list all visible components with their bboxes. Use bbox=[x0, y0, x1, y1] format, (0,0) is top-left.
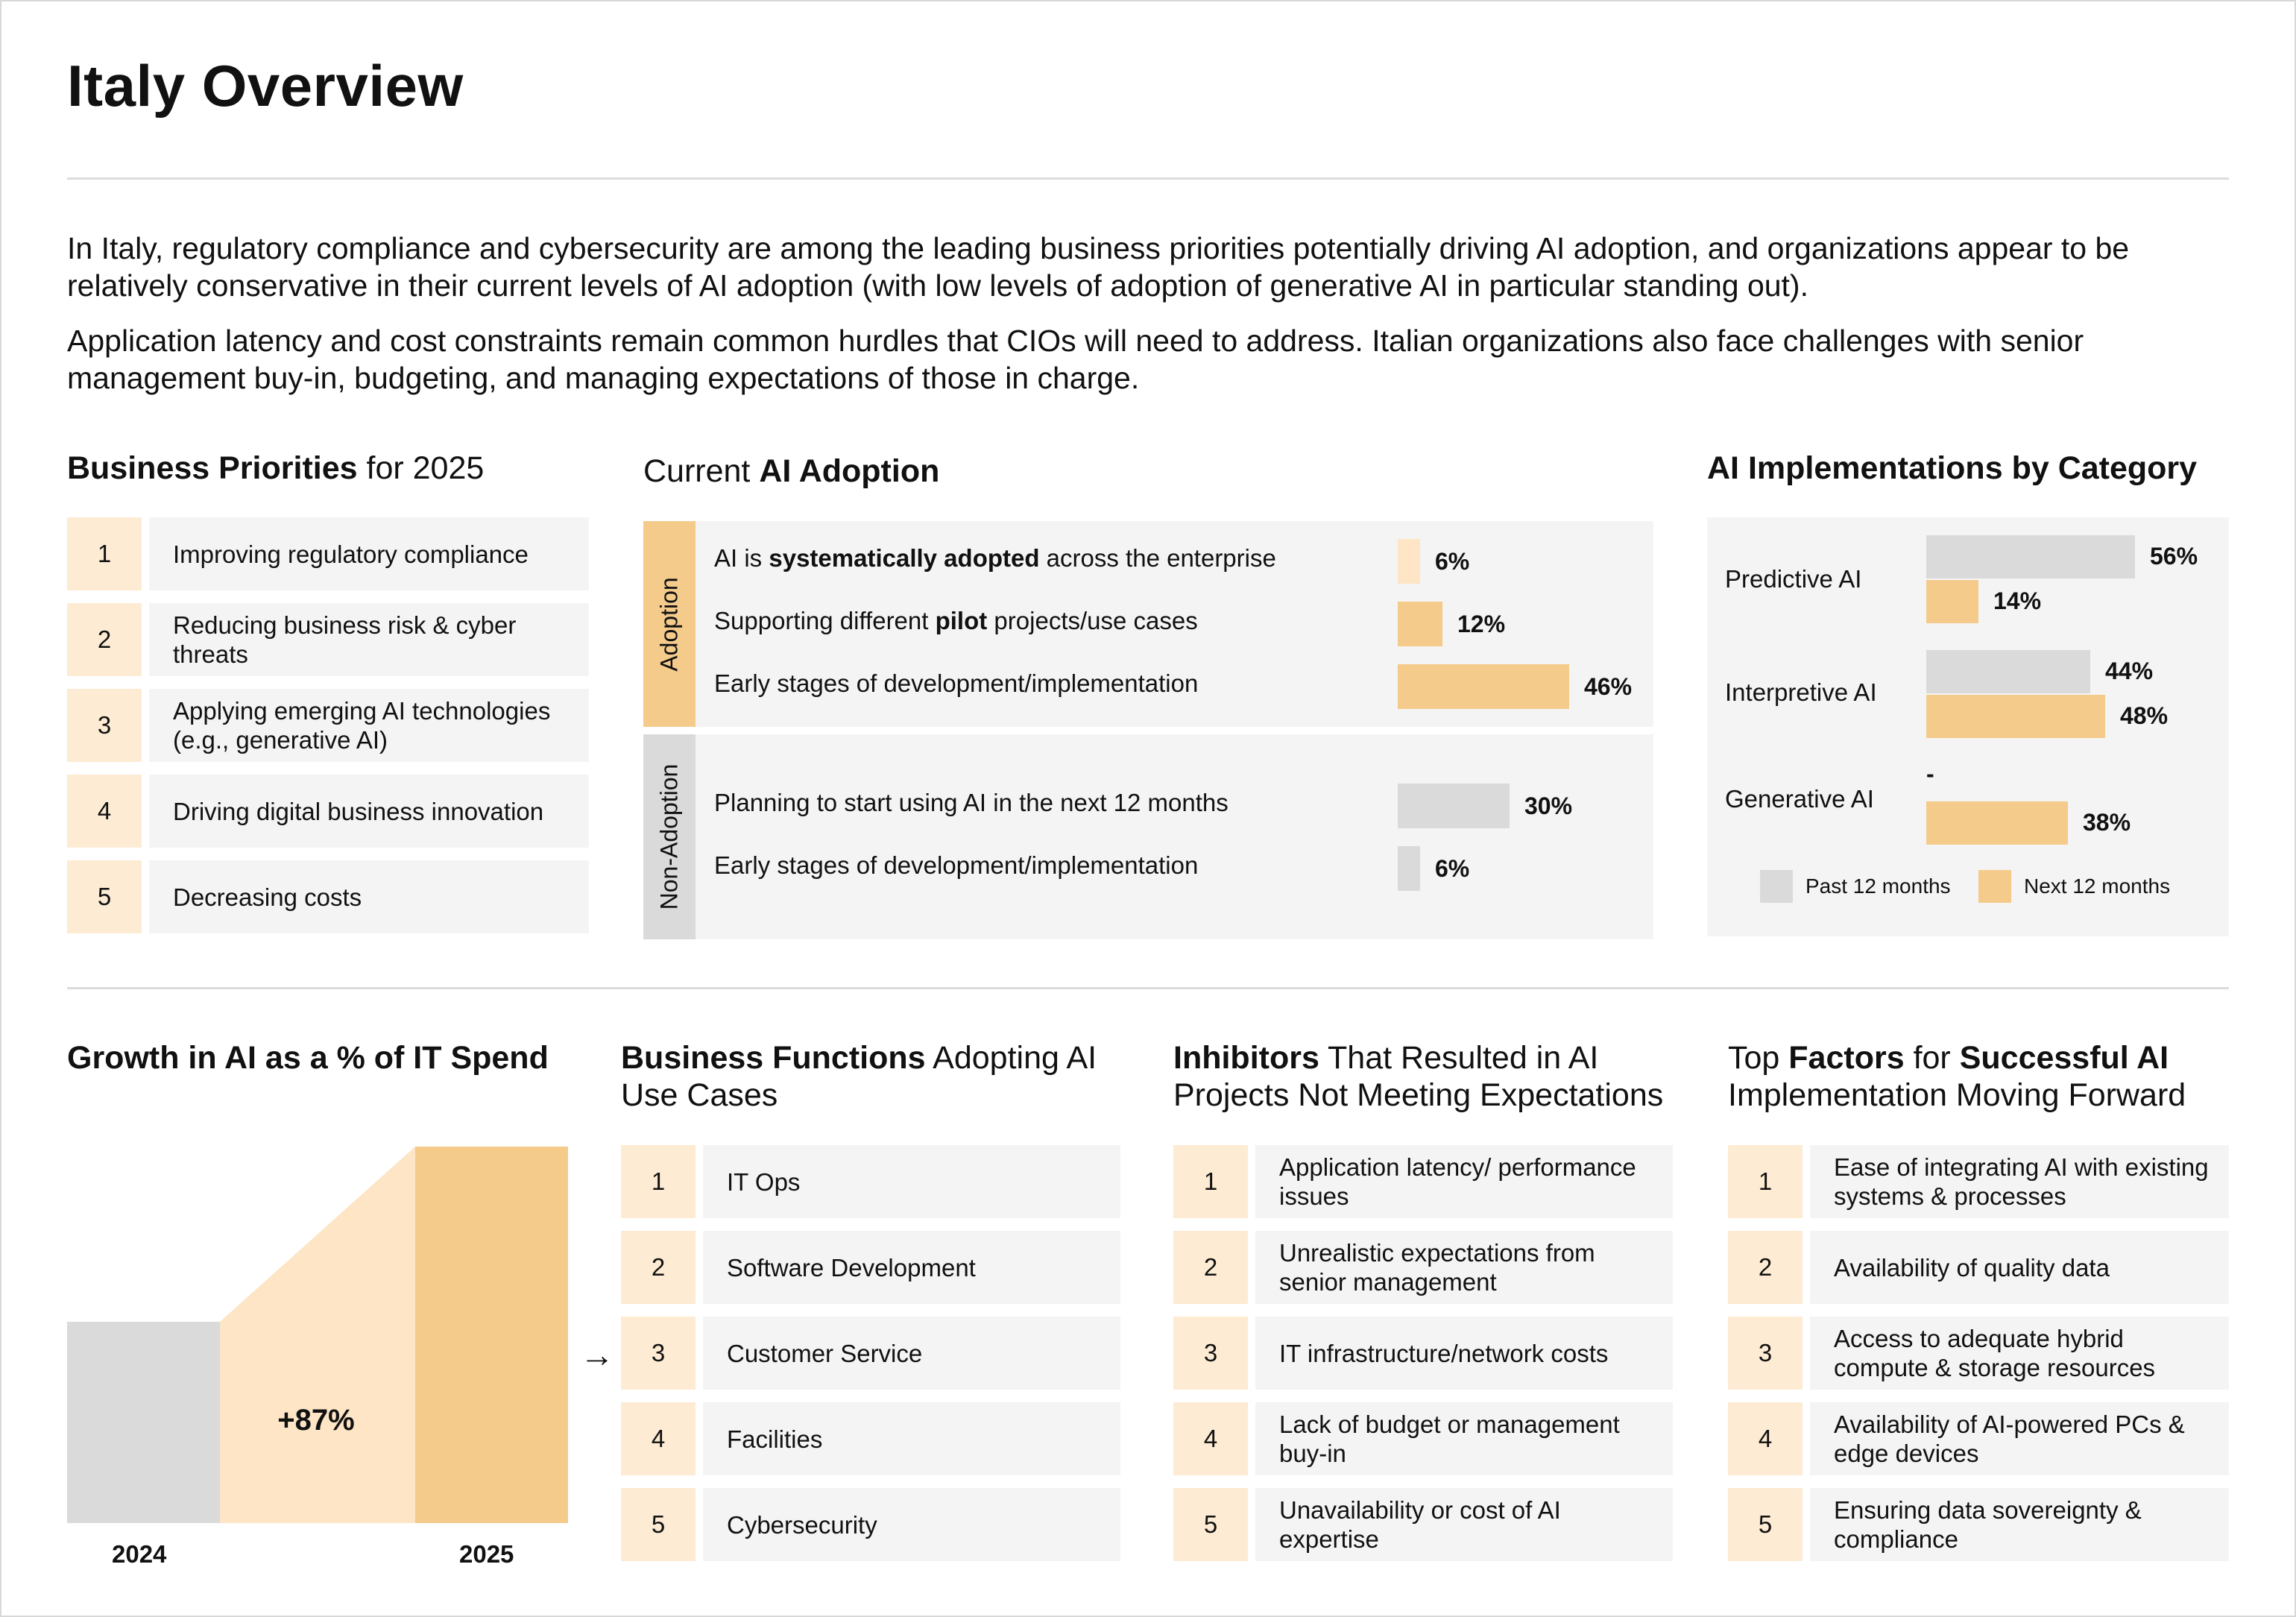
adoption-bar bbox=[1398, 602, 1442, 646]
growth-bar-2024 bbox=[67, 1322, 220, 1523]
adoption-bar bbox=[1398, 846, 1420, 891]
function-item: Customer Service bbox=[703, 1317, 1120, 1390]
year-start-label: 2024 bbox=[112, 1540, 167, 1568]
past-12-months-value: - bbox=[1926, 760, 1934, 787]
inhibitor-item: Lack of budget or management buy-in bbox=[1255, 1402, 1673, 1475]
divider-middle bbox=[67, 987, 2229, 989]
inhibitor-item: Unrealistic expectations from senior management bbox=[1255, 1231, 1673, 1304]
next-12-months-value: 38% bbox=[2083, 809, 2131, 836]
legend-swatch-next bbox=[1978, 870, 2011, 903]
priority-item: Driving digital business innovation bbox=[149, 775, 589, 848]
inhibitor-number: 5 bbox=[1173, 1488, 1248, 1561]
function-number: 1 bbox=[621, 1145, 696, 1218]
growth-change-label: +87% bbox=[277, 1404, 355, 1437]
adoption-bar-value: 30% bbox=[1524, 792, 1573, 819]
factor-number: 3 bbox=[1728, 1317, 1803, 1390]
factor-number: 5 bbox=[1728, 1488, 1803, 1561]
factor-number: 2 bbox=[1728, 1231, 1803, 1304]
inhibitor-number: 3 bbox=[1173, 1317, 1248, 1390]
adoption-tab-label: Adoption bbox=[655, 576, 683, 672]
next-12-months-value: 48% bbox=[2120, 702, 2169, 729]
priority-number: 2 bbox=[67, 603, 142, 676]
adoption-row-label: Supporting different pilot projects/use cases bbox=[714, 607, 1198, 634]
next-12-months-bar bbox=[1926, 801, 2068, 845]
priority-number: 4 bbox=[67, 775, 142, 848]
ai-implementations-title: AI Implementations by Category bbox=[1707, 450, 2198, 486]
legend-label-next: Next 12 months bbox=[2024, 874, 2171, 898]
adoption-row-label: Planning to start using AI in the next 12 months bbox=[714, 789, 1229, 816]
success-factors-title: Top Factors for Successful AI Implementation Moving Forward bbox=[1728, 1040, 2186, 1113]
priority-number: 5 bbox=[67, 860, 142, 933]
non-adoption-tab bbox=[643, 734, 696, 939]
next-12-months-bar bbox=[1926, 695, 2105, 738]
adoption-bar-value: 46% bbox=[1584, 673, 1633, 700]
function-item: IT Ops bbox=[703, 1145, 1120, 1218]
priority-item: Improving regulatory compliance bbox=[149, 517, 589, 590]
page-title: Italy Overview bbox=[67, 53, 464, 119]
past-12-months-bar bbox=[1926, 650, 2090, 693]
next-12-months-bar bbox=[1926, 580, 1978, 623]
function-number: 3 bbox=[621, 1317, 696, 1390]
adoption-tab bbox=[643, 521, 696, 727]
business-priorities-title: Business Priorities for 2025 bbox=[67, 450, 485, 486]
adoption-bar-value: 6% bbox=[1435, 855, 1470, 882]
priority-item: Reducing business risk & cyber threats bbox=[149, 603, 589, 676]
factor-item: Availability of quality data bbox=[1810, 1231, 2229, 1304]
intro-paragraph-1: In Italy, regulatory compliance and cybersecurity are among the leading business priorities potentially driving AI adoption, and organizations appear to be relatively conservative in their current levels of AI adoption (with low levels of adoption of generative AI in particular standing out). bbox=[67, 231, 2130, 303]
intro-paragraph-2: Application latency and cost constraints remain common hurdles that CIOs will need to address. Italian organizations also face challenges with senior management buy-in, budgeting, and managing expectations of those in charge. bbox=[67, 324, 2084, 395]
priority-number: 3 bbox=[67, 689, 142, 762]
ai-adoption-title: Current AI Adoption bbox=[643, 453, 940, 489]
inhibitor-number: 1 bbox=[1173, 1145, 1248, 1218]
inhibitor-number: 4 bbox=[1173, 1402, 1248, 1475]
category-label: Generative AI bbox=[1725, 785, 1874, 813]
category-label: Predictive AI bbox=[1725, 565, 1862, 593]
growth-title: Growth in AI as a % of IT Spend bbox=[67, 1040, 549, 1076]
adoption-row-label: Early stages of development/implementation bbox=[714, 851, 1199, 879]
business-functions-title: Business Functions Adopting AI Use Cases bbox=[621, 1040, 1097, 1113]
inhibitor-item: IT infrastructure/network costs bbox=[1255, 1317, 1673, 1390]
non-adoption-panel bbox=[643, 734, 1653, 939]
priority-item: Decreasing costs bbox=[149, 860, 589, 933]
priority-number: 1 bbox=[67, 517, 142, 590]
adoption-bar-value: 6% bbox=[1435, 548, 1470, 575]
factor-item: Ease of integrating AI with existing systems & processes bbox=[1810, 1145, 2229, 1218]
past-12-months-value: 56% bbox=[2150, 543, 2198, 570]
divider-top bbox=[67, 177, 2229, 180]
category-label: Interpretive AI bbox=[1725, 678, 1877, 706]
function-number: 5 bbox=[621, 1488, 696, 1561]
adoption-bar bbox=[1398, 664, 1569, 709]
legend-swatch-past bbox=[1760, 870, 1793, 903]
inhibitors-title: Inhibitors That Resulted in AI Projects Not Meeting Expectations bbox=[1173, 1040, 1664, 1113]
adoption-bar bbox=[1398, 539, 1420, 584]
growth-chart bbox=[67, 1141, 568, 1525]
past-12-months-value: 44% bbox=[2105, 658, 2154, 684]
arrow-right-icon: → bbox=[580, 1335, 614, 1374]
factor-item: Ensuring data sovereignty & compliance bbox=[1810, 1488, 2229, 1561]
inhibitor-item: Unavailability or cost of AI expertise bbox=[1255, 1488, 1673, 1561]
year-end-label: 2025 bbox=[459, 1540, 514, 1568]
adoption-row-label: Early stages of development/implementation bbox=[714, 669, 1199, 697]
factor-item: Availability of AI-powered PCs & edge devices bbox=[1810, 1402, 2229, 1475]
function-number: 4 bbox=[621, 1402, 696, 1475]
priority-item: Applying emerging AI technologies (e.g., generative AI) bbox=[149, 689, 589, 762]
adoption-bar bbox=[1398, 784, 1510, 828]
legend-label-past: Past 12 months bbox=[1805, 874, 1951, 898]
factor-number: 1 bbox=[1728, 1145, 1803, 1218]
adoption-bar-value: 12% bbox=[1457, 611, 1506, 637]
next-12-months-value: 14% bbox=[1993, 587, 2042, 614]
non-adoption-tab-label: Non-Adoption bbox=[655, 763, 683, 910]
function-item: Software Development bbox=[703, 1231, 1120, 1304]
function-item: Cybersecurity bbox=[703, 1488, 1120, 1561]
past-12-months-bar bbox=[1926, 535, 2135, 579]
inhibitor-item: Application latency/ performance issues bbox=[1255, 1145, 1673, 1218]
function-item: Facilities bbox=[703, 1402, 1120, 1475]
factor-item: Access to adequate hybrid compute & storage resources bbox=[1810, 1317, 2229, 1390]
growth-band bbox=[220, 1147, 415, 1523]
factor-number: 4 bbox=[1728, 1402, 1803, 1475]
inhibitor-number: 2 bbox=[1173, 1231, 1248, 1304]
growth-bar-2025 bbox=[415, 1147, 568, 1523]
function-number: 2 bbox=[621, 1231, 696, 1304]
adoption-row-label: AI is systematically adopted across the enterprise bbox=[714, 544, 1276, 572]
